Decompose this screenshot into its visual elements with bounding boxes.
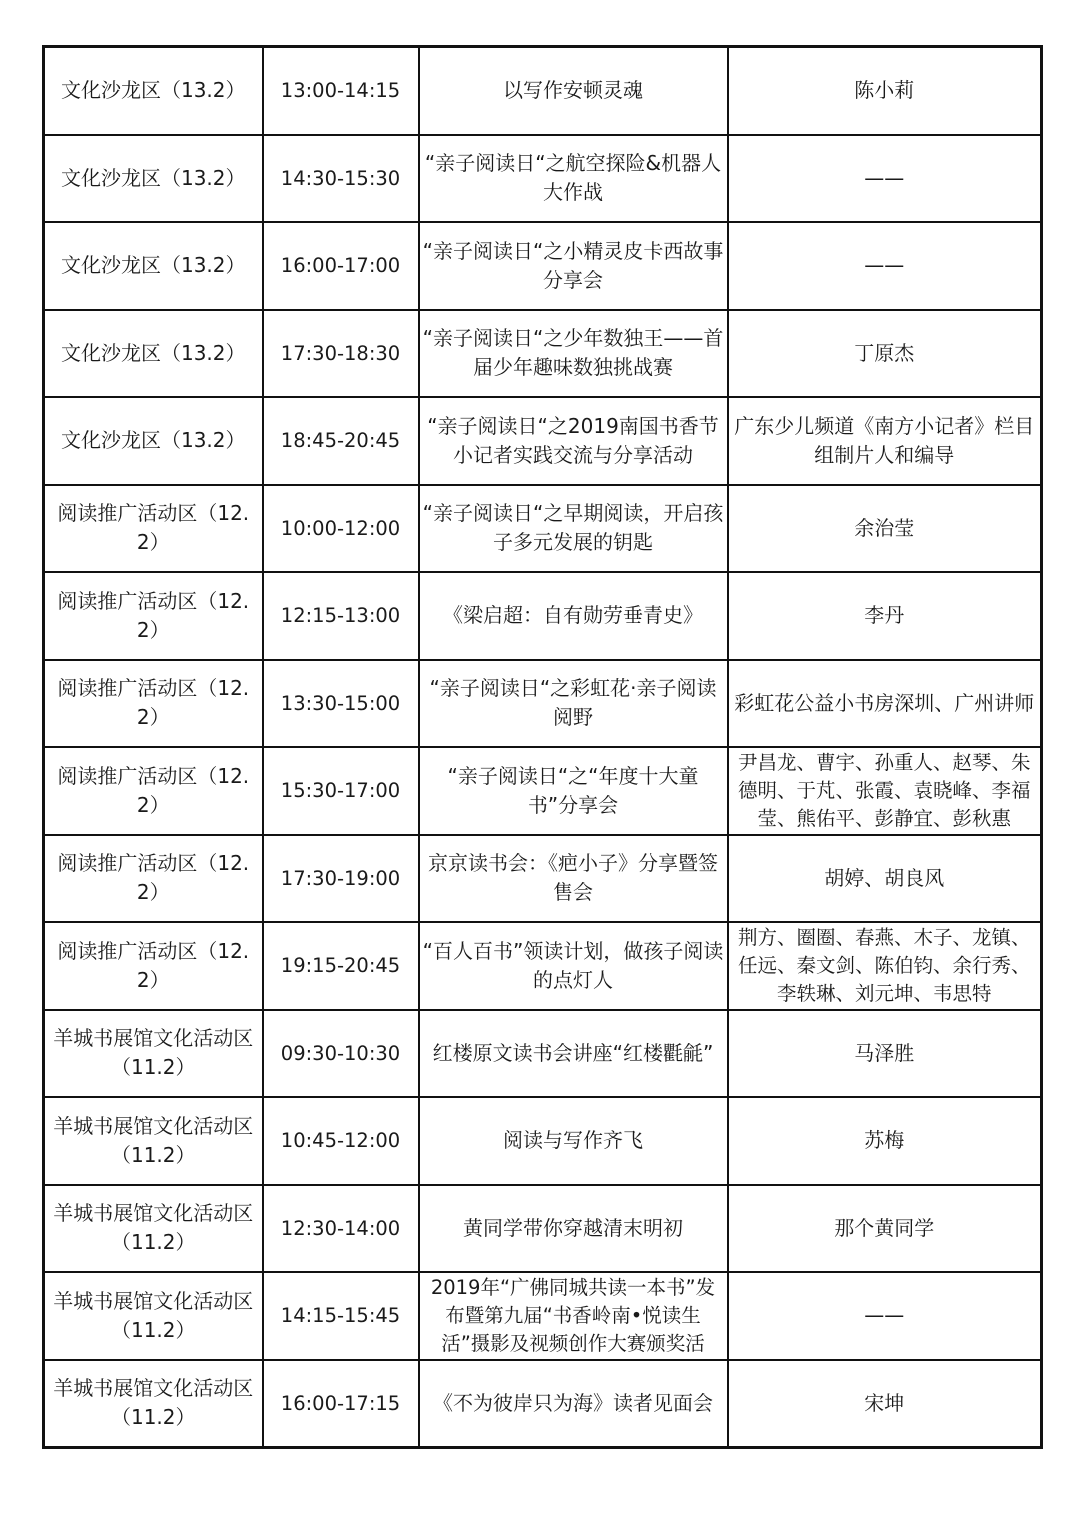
- time-cell: 13:30-15:00: [263, 660, 419, 748]
- time-cell: 16:00-17:15: [263, 1360, 419, 1448]
- event-cell: 《梁启超：自有勋劳垂青史》: [419, 572, 728, 660]
- venue-cell: 羊城书展馆文化活动区（11.2）: [44, 1010, 263, 1098]
- venue-cell: 文化沙龙区（13.2）: [44, 397, 263, 485]
- time-cell: 16:00-17:00: [263, 222, 419, 310]
- time-cell: 15:30-17:00: [263, 747, 419, 835]
- guest-cell: 苏梅: [728, 1097, 1042, 1185]
- time-cell: 17:30-19:00: [263, 835, 419, 923]
- table-row: [44, 397, 1042, 485]
- guest-cell: ——: [728, 1272, 1042, 1360]
- guest-cell: ——: [728, 135, 1042, 223]
- table-row: [44, 310, 1042, 398]
- table-row: [44, 572, 1042, 660]
- table-row: [44, 1185, 1042, 1273]
- event-cell: “亲子阅读日“之彩虹花·亲子阅读阅野: [419, 660, 728, 748]
- guest-cell: 余治莹: [728, 485, 1042, 573]
- guest-cell: 丁原杰: [728, 310, 1042, 398]
- time-cell: 12:30-14:00: [263, 1185, 419, 1273]
- event-cell: 阅读与写作齐飞: [419, 1097, 728, 1185]
- table-row: [44, 222, 1042, 310]
- guest-cell: 马泽胜: [728, 1010, 1042, 1098]
- table-row: [44, 835, 1042, 923]
- event-cell: 红楼原文读书会讲座“红楼氍毹”: [419, 1010, 728, 1098]
- time-cell: 13:00-14:15: [263, 47, 419, 135]
- table-row: [44, 747, 1042, 835]
- guest-cell: 彩虹花公益小书房深圳、广州讲师: [728, 660, 1042, 748]
- event-cell: “亲子阅读日“之2019南国书香节小记者实践交流与分享活动: [419, 397, 728, 485]
- table-row: [44, 922, 1042, 1010]
- event-cell: “亲子阅读日“之少年数独王——首届少年趣味数独挑战赛: [419, 310, 728, 398]
- venue-cell: 阅读推广活动区（12.2）: [44, 922, 263, 1010]
- venue-cell: 阅读推广活动区（12.2）: [44, 572, 263, 660]
- time-cell: 10:00-12:00: [263, 485, 419, 573]
- table-row: [44, 1010, 1042, 1098]
- guest-cell: 陈小莉: [728, 47, 1042, 135]
- venue-cell: 阅读推广活动区（12.2）: [44, 835, 263, 923]
- guest-cell: 尹昌龙、曹宇、孙重人、赵琴、朱德明、于芃、张霞、袁晓峰、李福莹、熊佑平、彭静宜、彭秋惠: [728, 747, 1042, 835]
- guest-cell: 广东少儿频道《南方小记者》栏目组制片人和编导: [728, 397, 1042, 485]
- time-cell: 10:45-12:00: [263, 1097, 419, 1185]
- guest-cell: 宋坤: [728, 1360, 1042, 1448]
- schedule-table: [42, 45, 1043, 1449]
- time-cell: 09:30-10:30: [263, 1010, 419, 1098]
- event-cell: 2019年“广佛同城共读一本书”发布暨第九届“书香岭南•悦读生活”摄影及视频创作大赛颁奖活: [419, 1272, 728, 1360]
- table-row: [44, 135, 1042, 223]
- event-cell: 《不为彼岸只为海》读者见面会: [419, 1360, 728, 1448]
- venue-cell: 文化沙龙区（13.2）: [44, 222, 263, 310]
- venue-cell: 文化沙龙区（13.2）: [44, 47, 263, 135]
- venue-cell: 阅读推广活动区（12.2）: [44, 660, 263, 748]
- event-cell: 黄同学带你穿越清末明初: [419, 1185, 728, 1273]
- venue-cell: 文化沙龙区（13.2）: [44, 310, 263, 398]
- venue-cell: 阅读推广活动区（12.2）: [44, 485, 263, 573]
- event-cell: 以写作安顿灵魂: [419, 47, 728, 135]
- table-row: [44, 1360, 1042, 1448]
- guest-cell: 那个黄同学: [728, 1185, 1042, 1273]
- venue-cell: 羊城书展馆文化活动区（11.2）: [44, 1097, 263, 1185]
- event-cell: “亲子阅读日“之航空探险&机器人大作战: [419, 135, 728, 223]
- table-row: [44, 1097, 1042, 1185]
- time-cell: 14:15-15:45: [263, 1272, 419, 1360]
- event-cell: “亲子阅读日“之早期阅读，开启孩子多元发展的钥匙: [419, 485, 728, 573]
- time-cell: 14:30-15:30: [263, 135, 419, 223]
- time-cell: 12:15-13:00: [263, 572, 419, 660]
- venue-cell: 阅读推广活动区（12.2）: [44, 747, 263, 835]
- event-cell: 京京读书会：《疤小子》分享暨签售会: [419, 835, 728, 923]
- time-cell: 17:30-18:30: [263, 310, 419, 398]
- event-cell: “百人百书”领读计划，做孩子阅读的点灯人: [419, 922, 728, 1010]
- time-cell: 18:45-20:45: [263, 397, 419, 485]
- table-row: [44, 485, 1042, 573]
- table-row: [44, 660, 1042, 748]
- venue-cell: 羊城书展馆文化活动区（11.2）: [44, 1185, 263, 1273]
- table-row: [44, 1272, 1042, 1360]
- guest-cell: 荆方、圈圈、春燕、木子、龙镇、任远、秦文剑、陈伯钧、余行秀、李轶琳、刘元坤、韦思特: [728, 922, 1042, 1010]
- guest-cell: 胡婷、胡良风: [728, 835, 1042, 923]
- event-cell: “亲子阅读日“之“年度十大童书”分享会: [419, 747, 728, 835]
- venue-cell: 文化沙龙区（13.2）: [44, 135, 263, 223]
- table-row: [44, 47, 1042, 135]
- event-cell: “亲子阅读日“之小精灵皮卡西故事分享会: [419, 222, 728, 310]
- time-cell: 19:15-20:45: [263, 922, 419, 1010]
- guest-cell: 李丹: [728, 572, 1042, 660]
- guest-cell: ——: [728, 222, 1042, 310]
- venue-cell: 羊城书展馆文化活动区（11.2）: [44, 1272, 263, 1360]
- venue-cell: 羊城书展馆文化活动区（11.2）: [44, 1360, 263, 1448]
